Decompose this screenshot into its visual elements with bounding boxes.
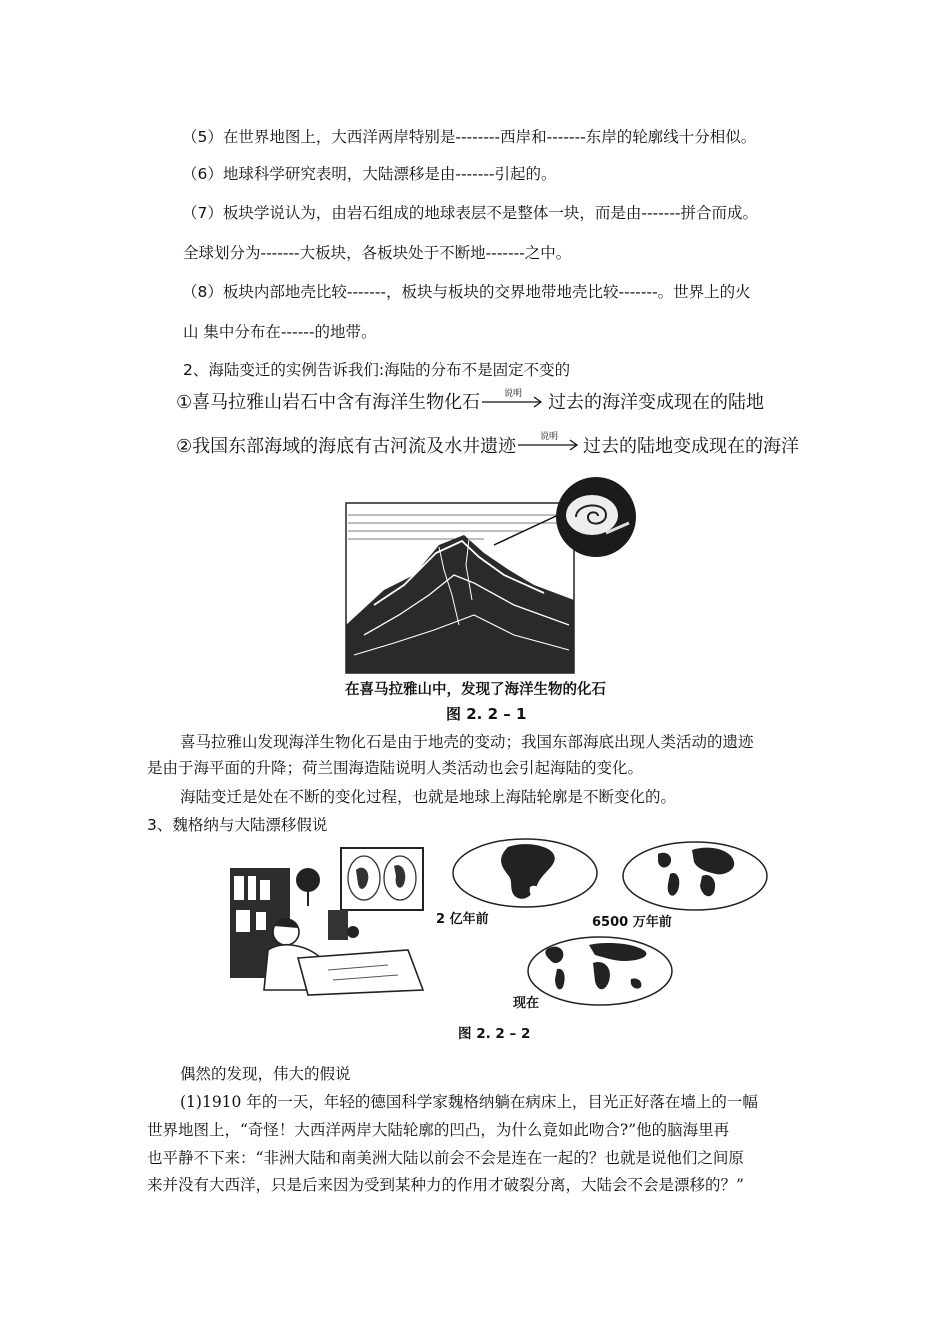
wegener-illustration	[228, 840, 428, 1000]
example-1-arrow	[480, 388, 546, 414]
paragraph-1-line-2: 是由于海平面的升降；荷兰围海造陆说明人类活动也会引起海陆的变化。	[147, 759, 644, 777]
figure-1-label: 图 2. 2 – 1	[446, 705, 527, 723]
right-arrow-icon	[480, 388, 546, 414]
paragraph-4-line-3: 也平静不下来：“非洲大陆和南美洲大陆以前会不会是连在一起的？也就是说他们之间原	[147, 1149, 744, 1167]
example-2-left: ②我国东部海域的海底有古河流及水井遗迹	[176, 436, 517, 457]
map-65-million-years-ago	[620, 840, 770, 912]
figure-2-label: 图 2. 2 – 2	[458, 1026, 531, 1042]
example-2-arrow	[516, 431, 582, 457]
section-2-heading: 2、海陆变迁的实例告诉我们:海陆的分布不是固定不变的	[183, 361, 571, 379]
right-arrow-icon	[516, 431, 582, 457]
arrow-label: 说明	[504, 389, 523, 399]
paragraph-4-line-4: 来并没有大西洋，只是后来因为受到某种力的作用才破裂分离，大陆会不会是漂移的？”	[147, 1176, 744, 1194]
question-6: （6）地球科学研究表明，大陆漂移是由-------引起的。	[182, 165, 557, 183]
paragraph-3: 偶然的发现，伟大的假说	[180, 1065, 351, 1083]
paragraph-1-line-1: 喜马拉雅山发现海洋生物化石是由于地壳的变动；我国东部海底出现人类活动的遗迹	[180, 733, 754, 751]
example-2-right: 过去的陆地变成现在的海洋	[583, 436, 799, 457]
map-present	[525, 935, 675, 1007]
question-7: （7）板块学说认为，由岩石组成的地球表层不是整体一块，而是由-------拼合而成。	[182, 204, 759, 222]
paragraph-4-line-2: 世界地图上，“奇怪！大西洋两岸大陆轮廓的凹凸，为什么竟如此吻合?”他的脑海里再	[147, 1121, 730, 1139]
himalaya-fossil-illustration	[344, 475, 644, 675]
question-8: （8）板块内部地壳比较-------，板块与板块的交界地带地壳比较-------。世界上的火	[182, 283, 751, 301]
arrow-label: 说明	[540, 432, 559, 442]
question-8-continued: 山 集中分布在------的地带。	[183, 323, 377, 341]
question-5: （5）在世界地图上，大西洋两岸特别是--------西岸和-------东岸的轮廓线十分相似。	[182, 128, 757, 146]
map-3-label: 现在	[513, 996, 540, 1011]
map-1-label: 2 亿年前	[436, 912, 489, 927]
paragraph-2: 海陆变迁是处在不断的变化过程，也就是地球上海陆轮廓是不断变化的。	[180, 788, 677, 806]
example-1-left: ①喜马拉雅山岩石中含有海洋生物化石	[176, 392, 481, 413]
section-3-heading: 3、魏格纳与大陆漂移假说	[147, 816, 328, 834]
example-1-right: 过去的海洋变成现在的陆地	[548, 392, 764, 413]
paragraph-4-line-1: (1)1910 年的一天，年轻的德国科学家魏格纳躺在病床上，目光正好落在墙上的一幅	[180, 1093, 758, 1111]
map-200-million-years-ago	[450, 837, 600, 909]
question-7-continued: 全球划分为-------大板块，各板块处于不断地-------之中。	[183, 244, 572, 262]
figure-1-caption: 在喜马拉雅山中，发现了海洋生物的化石	[345, 682, 606, 698]
map-2-label: 6500 万年前	[592, 915, 672, 930]
